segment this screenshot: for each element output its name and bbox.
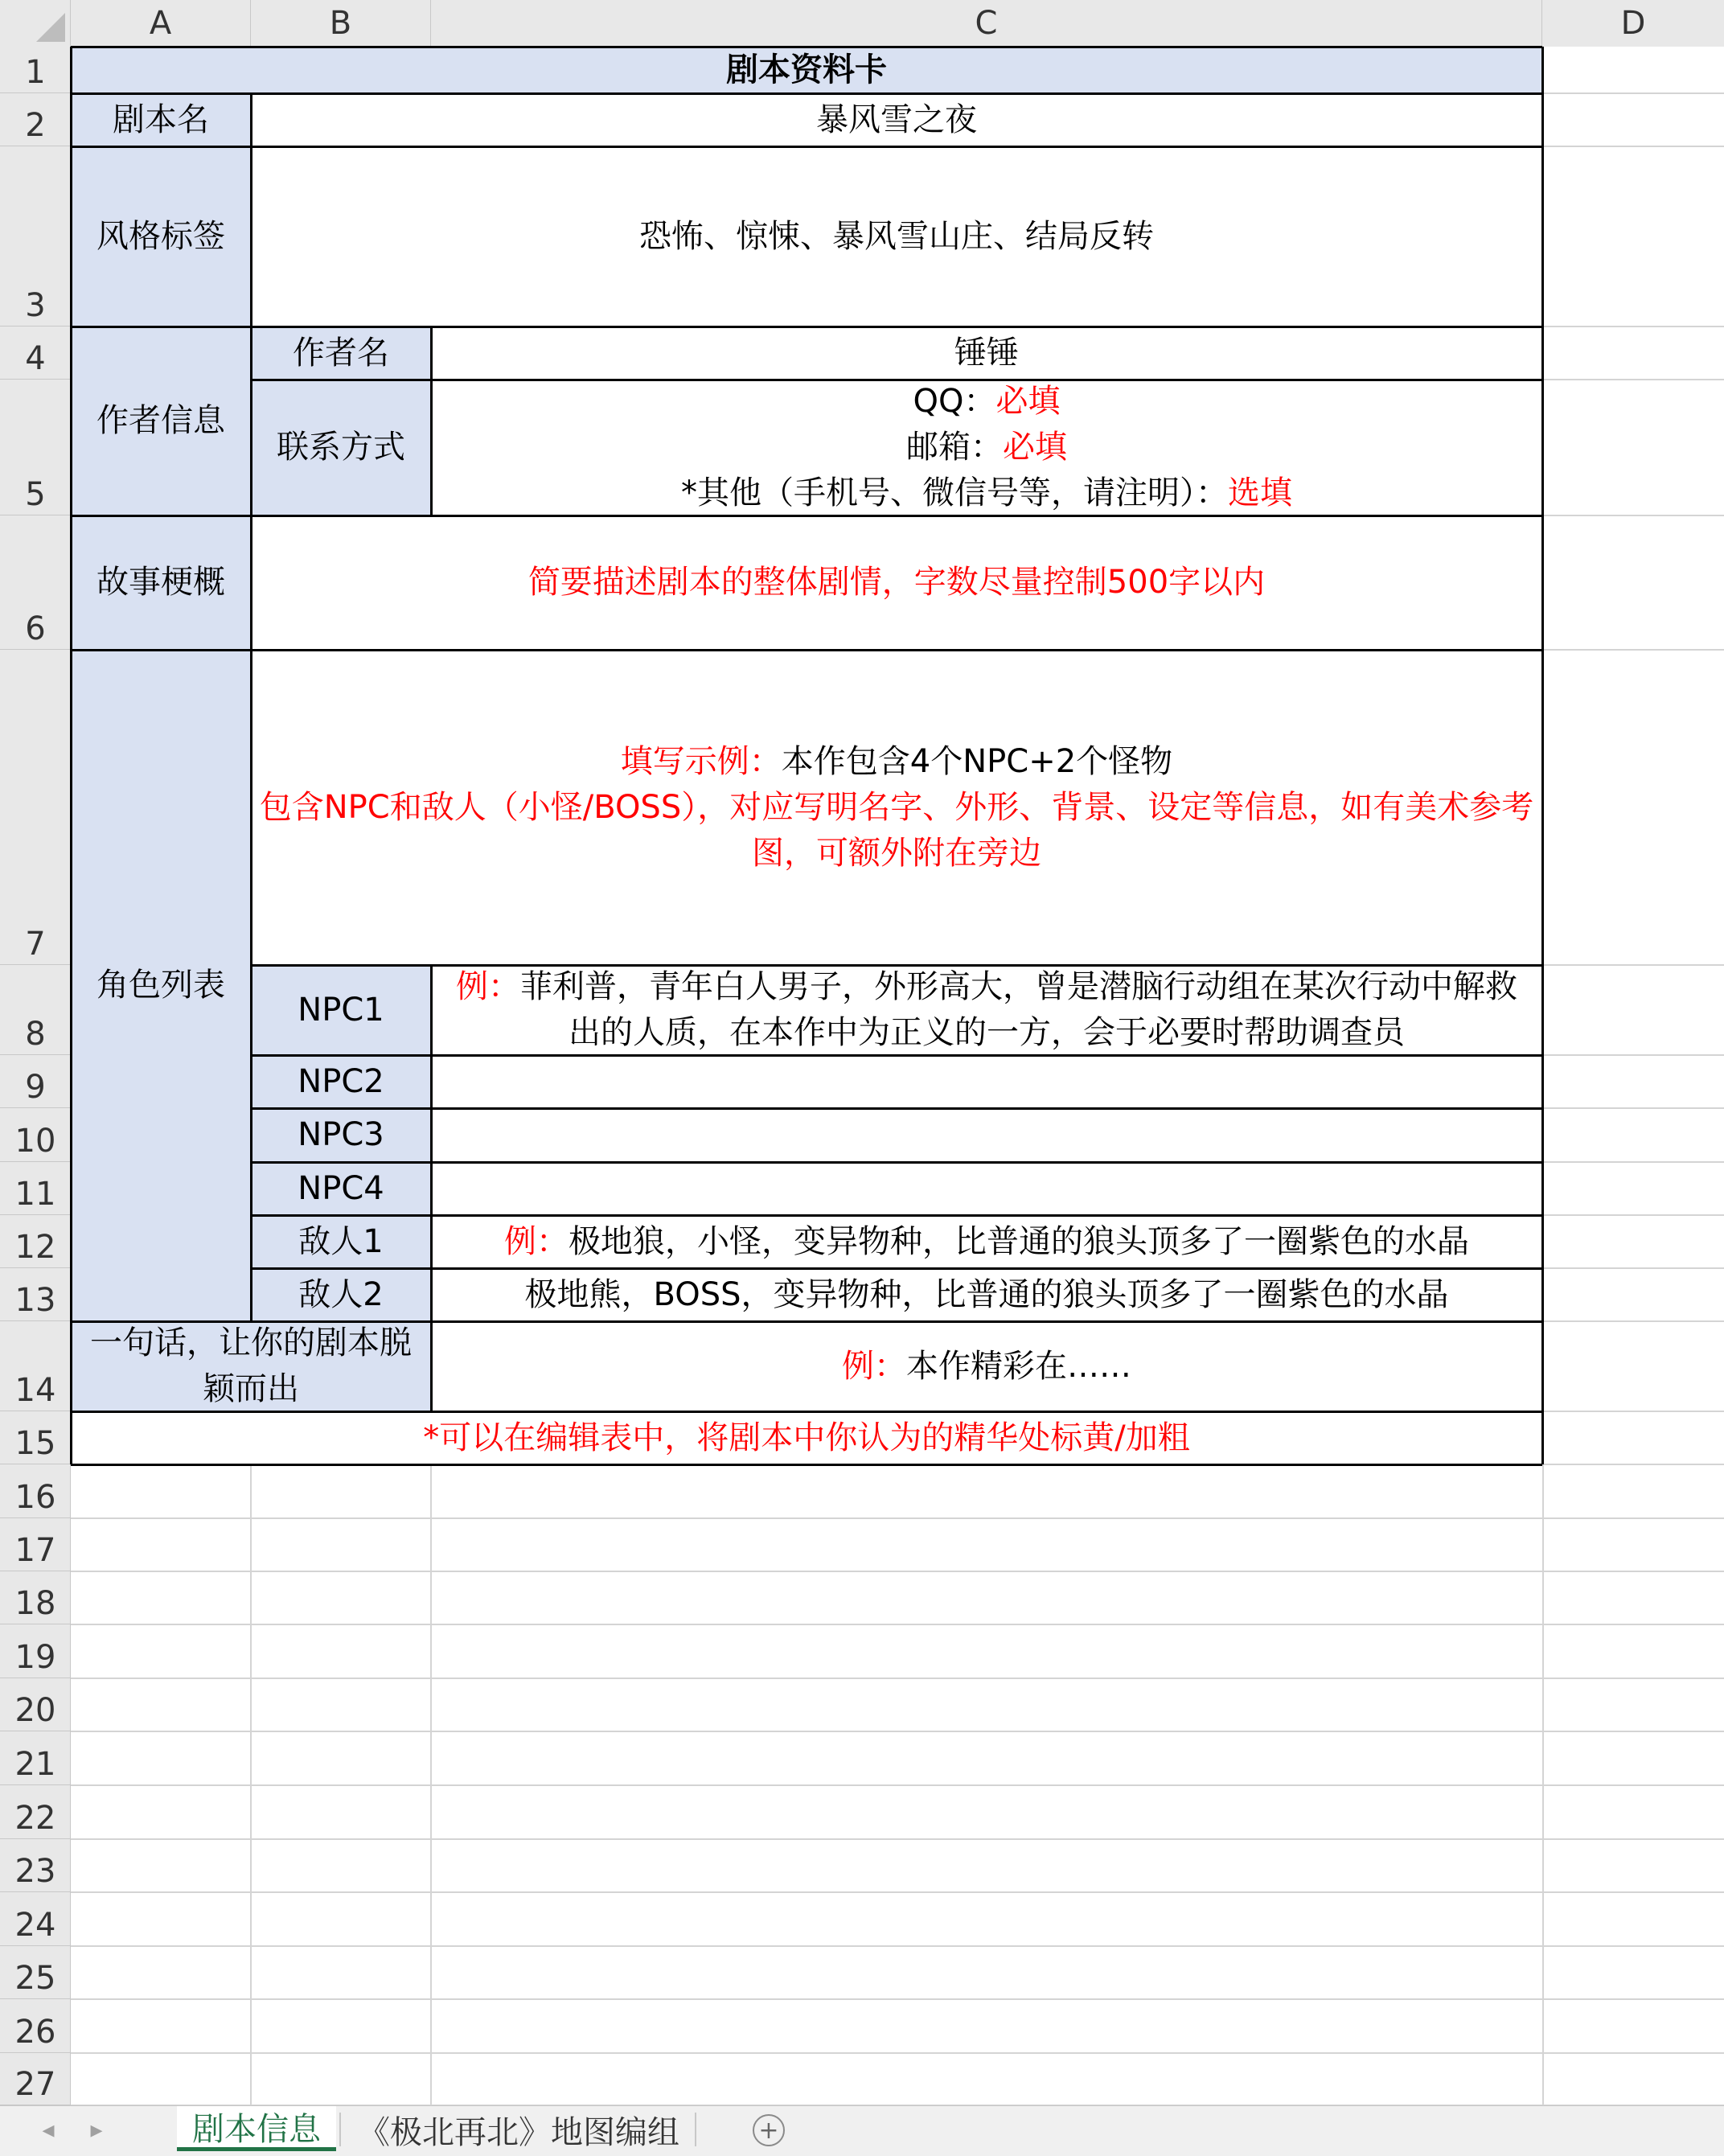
grid-line: [71, 2052, 1724, 2054]
tab-scroll-prev-icon[interactable]: ◂: [42, 2115, 55, 2144]
synopsis-hint[interactable]: 简要描述剧本的整体剧情，字数尽量控制500字以内: [527, 564, 1266, 601]
npc2-value[interactable]: [431, 1055, 1542, 1108]
select-all-corner[interactable]: [0, 0, 71, 47]
author-name-label[interactable]: 作者名: [293, 334, 389, 372]
enemy2-value[interactable]: 极地熊，BOSS，变异物种，比普通的狼头顶多了一圈紫色的水晶: [524, 1275, 1449, 1313]
grid-line: [1542, 1107, 1724, 1109]
tab-separator-2: [695, 2113, 696, 2146]
row-header[interactable]: 3: [0, 146, 71, 326]
grid-line: [71, 1678, 1724, 1679]
grid-line: [430, 1464, 432, 2105]
grid-line: [71, 1998, 1724, 2000]
row-header[interactable]: 27: [0, 2053, 71, 2105]
tab-scroll-next-icon[interactable]: ▸: [90, 2115, 103, 2144]
grid-line: [1542, 1464, 1724, 1465]
npc1-label[interactable]: NPC1: [298, 991, 384, 1029]
synopsis-label[interactable]: 故事梗概: [96, 564, 225, 601]
npc4-label[interactable]: NPC4: [298, 1169, 384, 1207]
npc3-value[interactable]: [431, 1108, 1542, 1162]
sheet-tab-map[interactable]: 《极北再北》地图编组: [358, 2113, 679, 2151]
tagline-text: 例：本作精彩在……: [842, 1347, 1131, 1385]
author-name-value[interactable]: 锤锤: [954, 334, 1019, 372]
row-header[interactable]: 2: [0, 93, 71, 146]
grid-line: [1542, 1320, 1724, 1322]
contact-email-line: 邮箱：必填: [906, 429, 1067, 466]
roles-label[interactable]: 角色列表: [96, 967, 225, 1004]
add-sheet-icon[interactable]: +: [753, 2114, 785, 2146]
row-header[interactable]: 15: [0, 1411, 71, 1464]
grid-line: [71, 1731, 1724, 1732]
tagline-label[interactable]: 一句话，让你的剧本脱颖而出: [90, 1324, 412, 1407]
roles-description[interactable]: [251, 650, 1542, 965]
grid-line: [1542, 1214, 1724, 1216]
grid-line: [71, 1891, 1724, 1893]
row-header[interactable]: 25: [0, 1946, 71, 1999]
row-header[interactable]: 20: [0, 1678, 71, 1731]
row-header[interactable]: 26: [0, 1999, 71, 2053]
row-header[interactable]: 4: [0, 326, 71, 380]
roles-example-line: 填写示例：本作包含4个NPC+2个怪物: [620, 742, 1173, 780]
npc3-label[interactable]: NPC3: [298, 1116, 384, 1153]
enemy1-value[interactable]: [431, 1215, 1542, 1268]
row-header[interactable]: 1: [0, 47, 71, 93]
roles-hint: 包含NPC和敌人（小怪/BOSS），对应写明名字、外形、背景、设定等信息，如有美术参考图，可额外附在旁边: [259, 788, 1534, 872]
enemy1-label[interactable]: 敌人1: [298, 1222, 384, 1260]
row-header[interactable]: 5: [0, 380, 71, 515]
tagline-value[interactable]: [431, 1321, 1542, 1411]
npc1-text: 例：菲利普，青年白人男子，外形高大，曾是潜脑行动组在某次行动中解救出的人质，在本作中为正义的一方，会于必要时帮助调查员: [456, 968, 1517, 1051]
row-header[interactable]: 22: [0, 1785, 71, 1839]
grid-line: [71, 1945, 1724, 1947]
grid-line: [71, 1571, 1724, 1572]
sheet-tab-bar: [0, 2105, 1724, 2156]
style-label[interactable]: 风格标签: [96, 217, 225, 255]
col-header-b[interactable]: B: [251, 0, 431, 47]
npc1-value[interactable]: [431, 965, 1542, 1055]
row-header[interactable]: 19: [0, 1624, 71, 1678]
col-header-d[interactable]: D: [1542, 0, 1724, 47]
footer-note[interactable]: *可以在编辑表中，将剧本中你认为的精华处标黄/加粗: [423, 1419, 1190, 1456]
contact-other-line: *其他（手机号、微信号等，请注明）：选填: [681, 474, 1292, 511]
grid-line: [1542, 649, 1724, 651]
row-header[interactable]: 10: [0, 1108, 71, 1162]
grid-line: [1542, 146, 1724, 147]
enemy1-text: 例：极地狼，小怪，变异物种，比普通的狼头顶多了一圈紫色的水晶: [504, 1222, 1469, 1260]
row-header[interactable]: 8: [0, 965, 71, 1055]
grid-line: [1542, 1411, 1724, 1412]
grid-line: [71, 1838, 1724, 1840]
grid-line: [1542, 1161, 1724, 1163]
grid-line: [71, 1784, 1724, 1786]
row-header[interactable]: 17: [0, 1518, 71, 1571]
grid-line: [1542, 964, 1724, 966]
grid-line: [1542, 92, 1724, 94]
col-header-a[interactable]: A: [71, 0, 251, 47]
npc2-label[interactable]: NPC2: [298, 1062, 384, 1100]
row-header[interactable]: 7: [0, 650, 71, 965]
grid-line: [1542, 1267, 1724, 1269]
row-header[interactable]: 11: [0, 1162, 71, 1215]
grid-line: [1542, 1054, 1724, 1056]
style-tags-value[interactable]: 恐怖、惊悚、暴风雪山庄、结局反转: [639, 217, 1154, 255]
contact-value[interactable]: [431, 380, 1542, 515]
row-header[interactable]: 13: [0, 1268, 71, 1321]
sheet-tab-active[interactable]: 剧本信息: [177, 2106, 336, 2151]
card-title[interactable]: 剧本资料卡: [726, 51, 887, 88]
script-name-value[interactable]: 暴风雪之夜: [816, 101, 977, 138]
npc4-value[interactable]: [431, 1162, 1542, 1215]
row-header[interactable]: 6: [0, 515, 71, 650]
row-header[interactable]: 23: [0, 1839, 71, 1892]
col-header-c[interactable]: C: [431, 0, 1542, 47]
author-info-label[interactable]: 作者信息: [96, 402, 225, 439]
grid-line: [71, 1517, 1724, 1519]
contact-label[interactable]: 联系方式: [277, 429, 405, 466]
row-header[interactable]: 12: [0, 1215, 71, 1268]
tab-separator: [339, 2113, 341, 2146]
row-header[interactable]: 21: [0, 1731, 71, 1785]
row-header[interactable]: 18: [0, 1571, 71, 1624]
contact-qq-line: QQ：必填: [913, 383, 1061, 420]
grid-line: [250, 1464, 252, 2105]
row-header[interactable]: 9: [0, 1055, 71, 1108]
grid-line: [1542, 326, 1724, 327]
grid-line: [1542, 379, 1724, 380]
script-name-label[interactable]: 剧本名: [113, 101, 209, 138]
enemy2-label[interactable]: 敌人2: [298, 1275, 384, 1313]
grid-line: [71, 1624, 1724, 1625]
row-header[interactable]: 14: [0, 1321, 71, 1411]
grid-line: [1542, 515, 1724, 516]
row-header[interactable]: 16: [0, 1464, 71, 1518]
row-header[interactable]: 24: [0, 1892, 71, 1946]
